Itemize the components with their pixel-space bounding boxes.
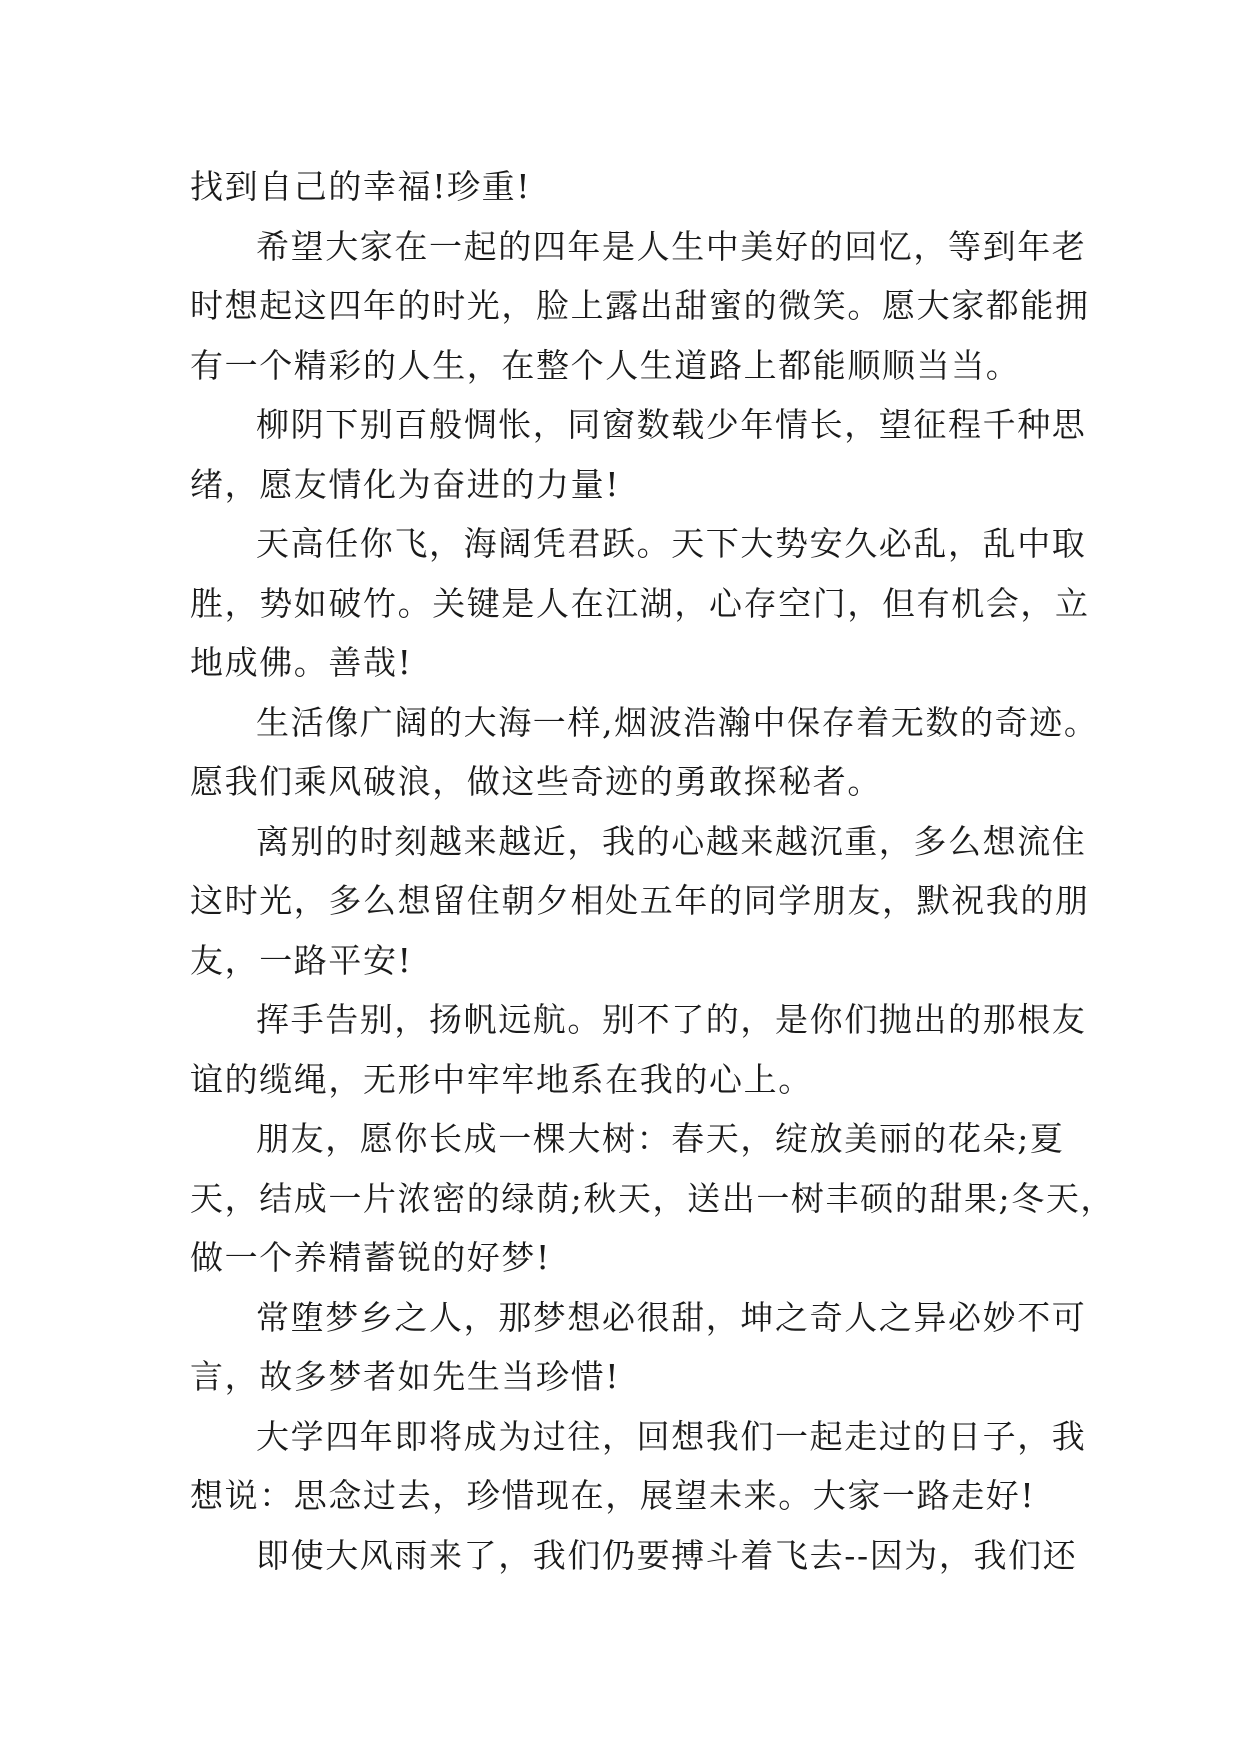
text-line: 绪，愿友情化为奋进的力量!: [190, 464, 621, 504]
text-line: 想说：思念过去，珍惜现在，展望未来。大家一路走好!: [190, 1476, 1036, 1515]
text-line: 天，结成一片浓密的绿荫;秋天，送出一树丰硕的甜果;冬天，: [190, 1178, 1116, 1218]
text-line: 有一个精彩的人生，在整个人生道路上都能顺顺当当。: [190, 345, 1021, 385]
paragraph-first-line: 生活像广阔的大海一样,烟波浩瀚中保存着无数的奇迹。: [256, 702, 1099, 742]
text-line: 这时光，多么想留住朝夕相处五年的同学朋友，默祝我的朋: [190, 881, 1090, 920]
paragraph-first-line: 离别的时刻越来越近，我的心越来越沉重，多么想流住: [256, 821, 1087, 861]
paragraph-first-line: 柳阴下别百般惆怅，同窗数载少年情长，望征程千种思: [256, 405, 1087, 444]
text-line: 谊的缆绳，无形中牢牢地系在我的心上。: [190, 1059, 813, 1099]
text-line: 友，一路平安!: [190, 940, 413, 980]
paragraph-first-line: 即使大风雨来了，我们仍要搏斗着飞去--因为，我们还: [256, 1535, 1078, 1575]
text-line: 愿我们乘风破浪，做这些奇迹的勇敢探秘者。: [190, 762, 882, 801]
body-text: [190, 157, 1116, 1585]
paragraph-first-line: 挥手告别，扬帆远航。别不了的，是你们抛出的那根友: [256, 1000, 1087, 1039]
text-line: 言，故多梦者如先生当珍惜!: [190, 1357, 621, 1396]
text-line: 时想起这四年的时光，脸上露出甜蜜的微笑。愿大家都能拥: [190, 286, 1090, 325]
text-line: 找到自己的幸福!珍重!: [190, 167, 532, 206]
paragraph-first-line: 希望大家在一起的四年是人生中美好的回忆，等到年老: [256, 226, 1087, 266]
paragraph-first-line: 朋友，愿你长成一棵大树：春天，绽放美丽的花朵;夏: [256, 1119, 1065, 1158]
text-line: 地成佛。善哉!: [190, 643, 413, 682]
paragraph-first-line: 大学四年即将成为过往，回想我们一起走过的日子，我: [256, 1416, 1087, 1456]
text-line: 做一个养精蓄锐的好梦!: [190, 1238, 551, 1277]
text-line: 胜，势如破竹。关键是人在江湖，心存空门，但有机会，立: [190, 583, 1090, 623]
paragraph-first-line: 常堕梦乡之人，那梦想必很甜，坤之奇人之异必妙不可: [256, 1297, 1087, 1337]
paragraph-first-line: 天高任你飞，海阔凭君跃。天下大势安久必乱，乱中取: [256, 524, 1087, 563]
